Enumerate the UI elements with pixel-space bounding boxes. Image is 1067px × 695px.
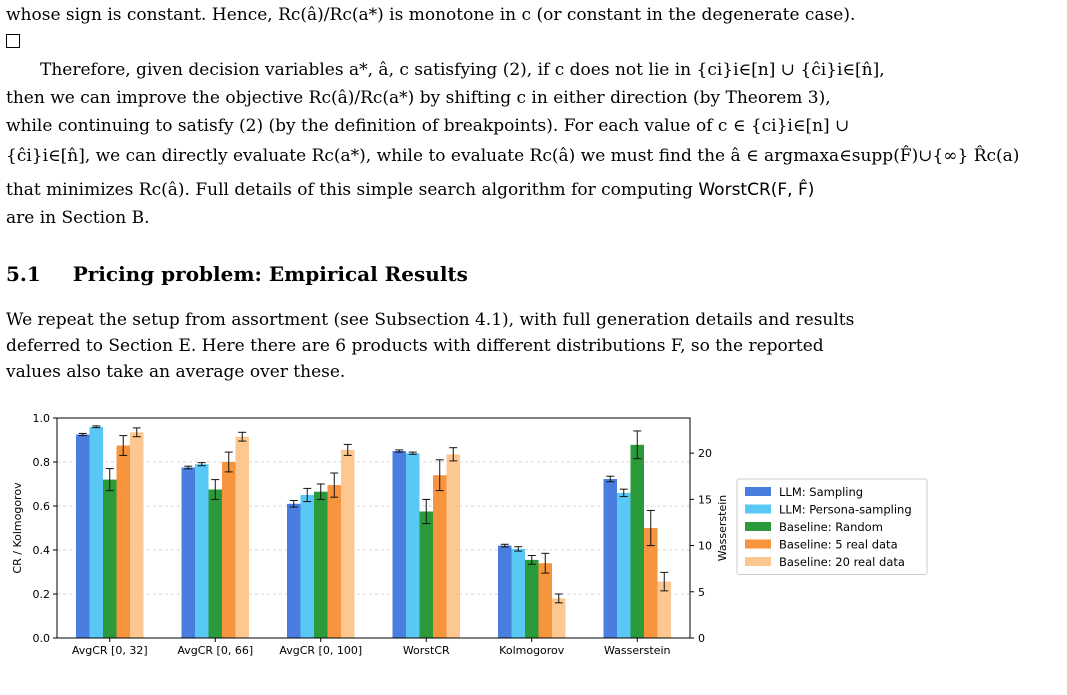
y-right-tick-label: 10: [698, 539, 712, 553]
bar: [76, 435, 90, 639]
section-title: Pricing problem: Empirical Results: [72, 262, 468, 286]
x-tick-label: Kolmogorov: [499, 644, 565, 657]
section-number: 5.1: [6, 262, 41, 286]
bar: [604, 479, 618, 638]
legend-label: LLM: Persona-sampling: [779, 502, 912, 517]
legend-swatch: [745, 557, 771, 566]
x-tick-label: AvgCR [0, 32]: [71, 644, 148, 657]
bar: [498, 546, 512, 638]
legend-swatch: [745, 487, 771, 496]
bar: [512, 549, 526, 638]
paragraph-line-3: values also take an average over these.: [6, 362, 346, 382]
y-right-axis-label: Wasserstein: [716, 494, 729, 562]
y-tick-label: 0.2: [32, 588, 50, 601]
y-axis-label: CR / Kolmogorov: [11, 482, 24, 574]
bar: [328, 485, 342, 638]
bar: [301, 495, 315, 638]
plot-frame: [57, 418, 690, 638]
text-line-1: whose sign is constant. Hence, Rc(â)/Rc(a*) is monotone in c (or constant in the degenerate case).: [6, 5, 856, 25]
bar: [314, 492, 328, 638]
bar: [393, 451, 407, 638]
x-tick-label: WorstCR: [402, 644, 450, 657]
bar: [236, 437, 250, 638]
x-tick-label: AvgCR [0, 100]: [279, 644, 363, 657]
y-tick-label: 1.0: [32, 412, 50, 425]
bar: [631, 445, 645, 638]
bar: [130, 432, 144, 638]
x-tick-label: Wasserstein: [603, 644, 671, 657]
text-line-6: {ĉi}i∈[n̂], we can directly evaluate Rc(a*), while to evaluate Rc(â) we must find the â ∈ argmaxa∈supp(F̂)∪{∞} R̂c(a): [6, 146, 1020, 166]
y-tick-label: 0.8: [32, 456, 50, 469]
x-tick-label: AvgCR [0, 66]: [177, 644, 254, 657]
grouped-bar-chart: [0, 400, 1000, 670]
bar: [406, 453, 420, 638]
legend-label: Baseline: Random: [779, 520, 883, 534]
text-line-3: Therefore, given decision variables a*, â, c satisfying (2), if c does not lie in {ci}i∈[n] ∪ {ĉi}i∈[n̂],: [40, 60, 885, 80]
legend-label: Baseline: 5 real data: [779, 537, 898, 552]
y-tick-label: 0.4: [32, 544, 50, 557]
paragraph-line-1: We repeat the setup from assortment (see Subsection 4.1), with full generation details and results: [6, 310, 855, 330]
bar: [117, 446, 131, 639]
text-line-7-main: that minimizes Rc(â). Full details of this simple search algorithm for computing: [6, 180, 693, 200]
bar: [420, 512, 434, 639]
bar: [552, 598, 566, 638]
y-right-tick-label: 5: [698, 585, 705, 599]
text-line-4: then we can improve the objective Rc(â)/Rc(a*) by shifting c in either direction (by Theorem 3),: [6, 88, 831, 108]
y-right-tick-label: 15: [698, 493, 712, 507]
y-tick-label: 0.6: [32, 500, 50, 513]
bar: [209, 490, 223, 639]
bar: [103, 480, 117, 638]
bar: [447, 454, 461, 638]
legend-label: Baseline: 20 real data: [779, 555, 905, 569]
bar: [182, 468, 196, 639]
legend-swatch: [745, 505, 771, 514]
y-right-tick-label: 20: [698, 447, 712, 461]
y-tick-label: 0.0: [32, 632, 50, 645]
bar: [433, 475, 447, 638]
text-line-8: are in Section B.: [6, 208, 150, 228]
bar: [222, 462, 236, 638]
y-right-tick-label: 0: [698, 632, 705, 645]
text-line-7: [6, 180, 814, 200]
bar: [617, 493, 631, 638]
legend-label: LLM: Sampling: [779, 485, 864, 499]
qed-symbol: [6, 32, 20, 52]
bar: [539, 563, 553, 638]
legend-swatch: [745, 522, 771, 531]
bar: [90, 427, 104, 638]
paragraph-line-2: deferred to Section E. Here there are 6 products with different distributions F, so the reported: [6, 336, 824, 356]
bar: [525, 560, 539, 638]
bar: [287, 504, 301, 638]
text-line-5: while continuing to satisfy (2) (by the definition of breakpoints). For each value of c ∈ {ci}i∈[n] ∪: [6, 116, 850, 136]
bar: [195, 464, 209, 638]
legend-swatch: [745, 540, 771, 549]
bar: [341, 450, 355, 638]
section-heading: [6, 264, 468, 284]
worstcr-term: WorstCR(F, F̂): [698, 180, 815, 200]
